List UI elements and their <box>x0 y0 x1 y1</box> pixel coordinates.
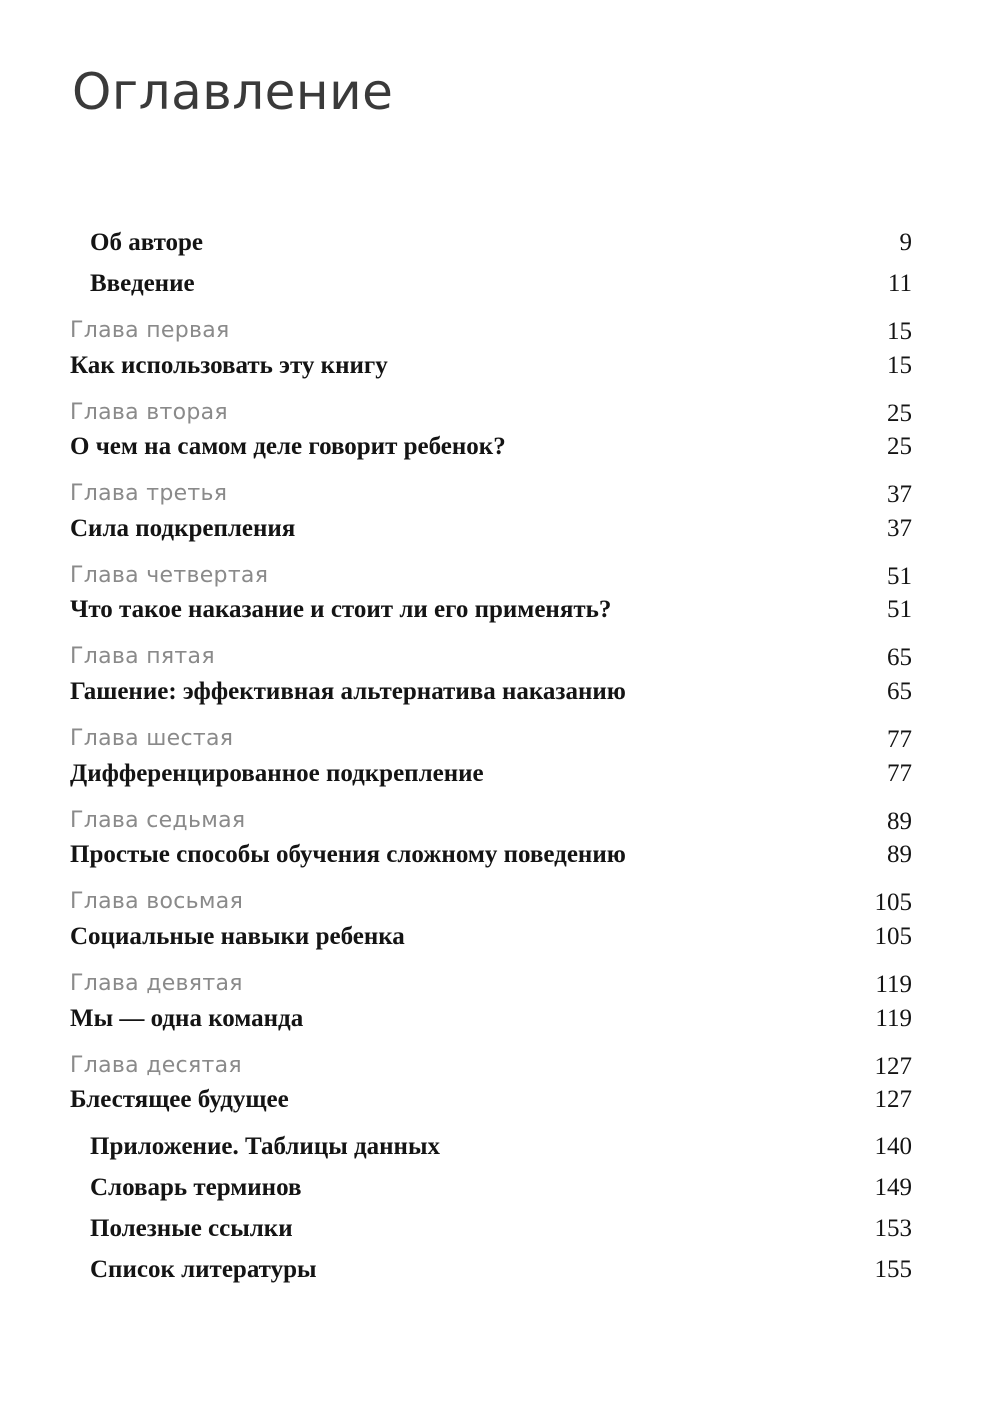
page-title: Оглавление <box>72 63 394 121</box>
chapter-heading-label: Глава третья <box>70 481 228 506</box>
toc-page-number: 15 <box>887 318 912 345</box>
chapter-title[interactable] <box>0 352 1000 388</box>
chapter-heading-label: Глава первая <box>70 318 230 343</box>
chapter-title[interactable] <box>0 760 1000 796</box>
toc-entry-label: Приложение. Таблицы данных <box>90 1133 440 1160</box>
toc-page-number: 25 <box>887 400 912 427</box>
chapter-heading[interactable] <box>0 318 1000 354</box>
chapter-title[interactable] <box>0 923 1000 959</box>
chapter-title[interactable] <box>0 841 1000 877</box>
toc-entry-useful-links[interactable] <box>0 1215 1000 1251</box>
chapter-title-label: Что такое наказание и стоит ли его применять? <box>70 596 612 623</box>
chapter-heading[interactable] <box>0 808 1000 844</box>
toc-entry-label: Список литературы <box>90 1256 317 1283</box>
chapter-heading[interactable] <box>0 563 1000 599</box>
toc-page-number: 65 <box>887 644 912 671</box>
chapter-heading-label: Глава вторая <box>70 400 228 425</box>
toc-page-number: 11 <box>887 270 912 297</box>
chapter-title[interactable] <box>0 1005 1000 1041</box>
chapter-heading[interactable] <box>0 889 1000 925</box>
toc-entry-label: Словарь терминов <box>90 1174 302 1201</box>
toc-page-number: 51 <box>887 596 912 623</box>
toc-page-number: 89 <box>887 841 912 868</box>
chapter-title-label: Блестящее будущее <box>70 1086 289 1113</box>
toc-page-number: 37 <box>887 515 912 542</box>
chapter-title-label: О чем на самом деле говорит ребенок? <box>70 433 506 460</box>
toc-page-number: 105 <box>874 889 912 916</box>
toc-page-number: 89 <box>887 808 912 835</box>
toc-entry-bibliography[interactable] <box>0 1256 1000 1292</box>
toc-page-number: 9 <box>899 229 912 256</box>
chapter-heading-label: Глава девятая <box>70 971 243 996</box>
toc-page-number: 140 <box>874 1133 912 1160</box>
toc-page-number: 119 <box>875 1005 912 1032</box>
chapter-heading[interactable] <box>0 726 1000 762</box>
toc-entry-glossary[interactable] <box>0 1174 1000 1210</box>
chapter-title[interactable] <box>0 433 1000 469</box>
chapter-heading-label: Глава седьмая <box>70 808 246 833</box>
chapter-title-label: Сила подкрепления <box>70 515 296 542</box>
toc-entry-label: Введение <box>90 270 195 297</box>
toc-page-number: 105 <box>874 923 912 950</box>
chapter-title[interactable] <box>0 596 1000 632</box>
chapter-heading-label: Глава восьмая <box>70 889 244 914</box>
chapter-heading[interactable] <box>0 971 1000 1007</box>
chapter-title-label: Как использовать эту книгу <box>70 352 388 379</box>
chapter-heading-label: Глава десятая <box>70 1053 242 1078</box>
chapter-title[interactable] <box>0 515 1000 551</box>
chapter-heading[interactable] <box>0 1053 1000 1089</box>
toc-page-number: 149 <box>874 1174 912 1201</box>
toc-page-number: 25 <box>887 433 912 460</box>
toc-page-number: 51 <box>887 563 912 590</box>
chapter-heading[interactable] <box>0 400 1000 436</box>
chapter-title-label: Дифференцированное подкрепление <box>70 760 484 787</box>
chapter-heading-label: Глава шестая <box>70 726 234 751</box>
toc-entry-label: Об авторе <box>90 229 204 256</box>
chapter-heading-label: Глава пятая <box>70 644 215 669</box>
chapter-title-label: Социальные навыки ребенка <box>70 923 405 950</box>
toc-page-number: 65 <box>887 678 912 705</box>
toc-page-number: 77 <box>887 760 912 787</box>
toc-entry-appendix[interactable] <box>0 1133 1000 1169</box>
toc-page-number: 153 <box>874 1215 912 1242</box>
chapter-heading[interactable] <box>0 644 1000 680</box>
toc-page-number: 155 <box>874 1256 912 1283</box>
chapter-title-label: Гашение: эффективная альтернатива наказанию <box>70 678 626 705</box>
toc-page-number: 119 <box>875 971 912 998</box>
toc-entry-about-author[interactable] <box>0 229 1000 265</box>
chapter-title[interactable] <box>0 678 1000 714</box>
toc-entry-introduction[interactable] <box>0 270 1000 306</box>
toc-entry-label: Полезные ссылки <box>90 1215 293 1242</box>
chapter-heading-label: Глава четвертая <box>70 563 269 588</box>
chapter-title-label: Простые способы обучения сложному поведению <box>70 841 626 868</box>
chapter-title-label: Мы — одна команда <box>70 1005 304 1032</box>
toc-page-number: 127 <box>874 1086 912 1113</box>
chapter-heading[interactable] <box>0 481 1000 517</box>
toc-page-number: 15 <box>887 352 912 379</box>
chapter-title[interactable] <box>0 1086 1000 1122</box>
toc-page-number: 37 <box>887 481 912 508</box>
toc-page-number: 77 <box>887 726 912 753</box>
toc-page-number: 127 <box>874 1053 912 1080</box>
